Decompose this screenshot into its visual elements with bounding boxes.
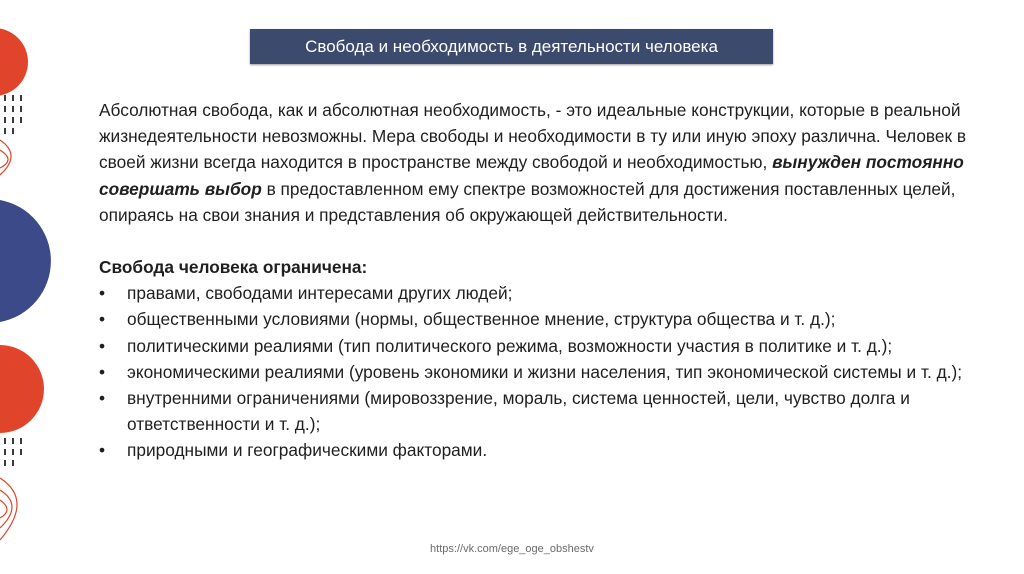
list-item-text: экономическими реалиями (уровень экономики и жизни населения, тип экономической системы и т. д.); xyxy=(127,361,963,382)
list-item xyxy=(99,333,979,359)
slide-title xyxy=(250,29,773,64)
slide-body xyxy=(99,97,979,464)
bullet-icon: • xyxy=(99,440,106,461)
list-item xyxy=(99,437,979,463)
list-item-text: природными и географическими факторами. xyxy=(127,440,488,461)
list-item xyxy=(99,306,979,332)
intro-text: Абсолютная свобода, как и абсолютная необходимость, - это идеальные конструкции, которые в реальной жизнедеятельности невозможны. Мера свободы и необходимости в ту или иную эпоху различна. Человек в своей жизни всегда находится в пространстве между свободой и необходимостью, xyxy=(99,100,967,173)
intro-emphasis: вынужден постоянно совершать выбор xyxy=(99,152,964,199)
decorative-side-pattern xyxy=(0,0,60,574)
list-item-text: политическими реалиями (тип политического режима, возможности участия в политике и т. д.); xyxy=(127,335,893,356)
red-half-circle xyxy=(0,345,44,433)
limitations-list xyxy=(99,280,979,463)
intro-text-end: в предоставленном ему спектре возможностей для достижения поставленных целей, опираясь на свои знания и представления об окружающей действительности. xyxy=(99,178,956,225)
list-item-text: внутренними ограничениями (мировоззрение, мораль, система ценностей, цели, чувство долга и ответственности и т. д.); xyxy=(127,388,910,435)
list-heading: Свобода человека ограничена: xyxy=(99,257,368,278)
blue-half-circle xyxy=(0,200,51,322)
list-item xyxy=(99,359,979,385)
bullet-icon: • xyxy=(99,283,106,304)
list-item xyxy=(99,385,979,437)
list-item xyxy=(99,280,979,306)
orange-arc-lines xyxy=(0,140,11,175)
bullet-icon: • xyxy=(99,388,106,409)
dot-grid-top xyxy=(4,95,22,134)
bullet-icon: • xyxy=(99,335,106,356)
dot-grid-bottom xyxy=(4,438,22,466)
list-item-text: правами, свободами интересами других людей; xyxy=(127,283,513,304)
bullet-icon: • xyxy=(99,361,106,382)
orange-spiral-lines xyxy=(0,478,17,540)
intro-paragraph xyxy=(99,97,979,228)
footer-link[interactable]: https://vk.com/ege_oge_obshestv xyxy=(430,543,594,555)
bullet-icon: • xyxy=(99,309,106,330)
red-circle-top xyxy=(0,28,28,96)
slide-title-text: Свобода и необходимость в деятельности человека xyxy=(305,36,718,56)
list-item-text: общественными условиями (нормы, общественное мнение, структура общества и т. д.); xyxy=(127,309,836,330)
